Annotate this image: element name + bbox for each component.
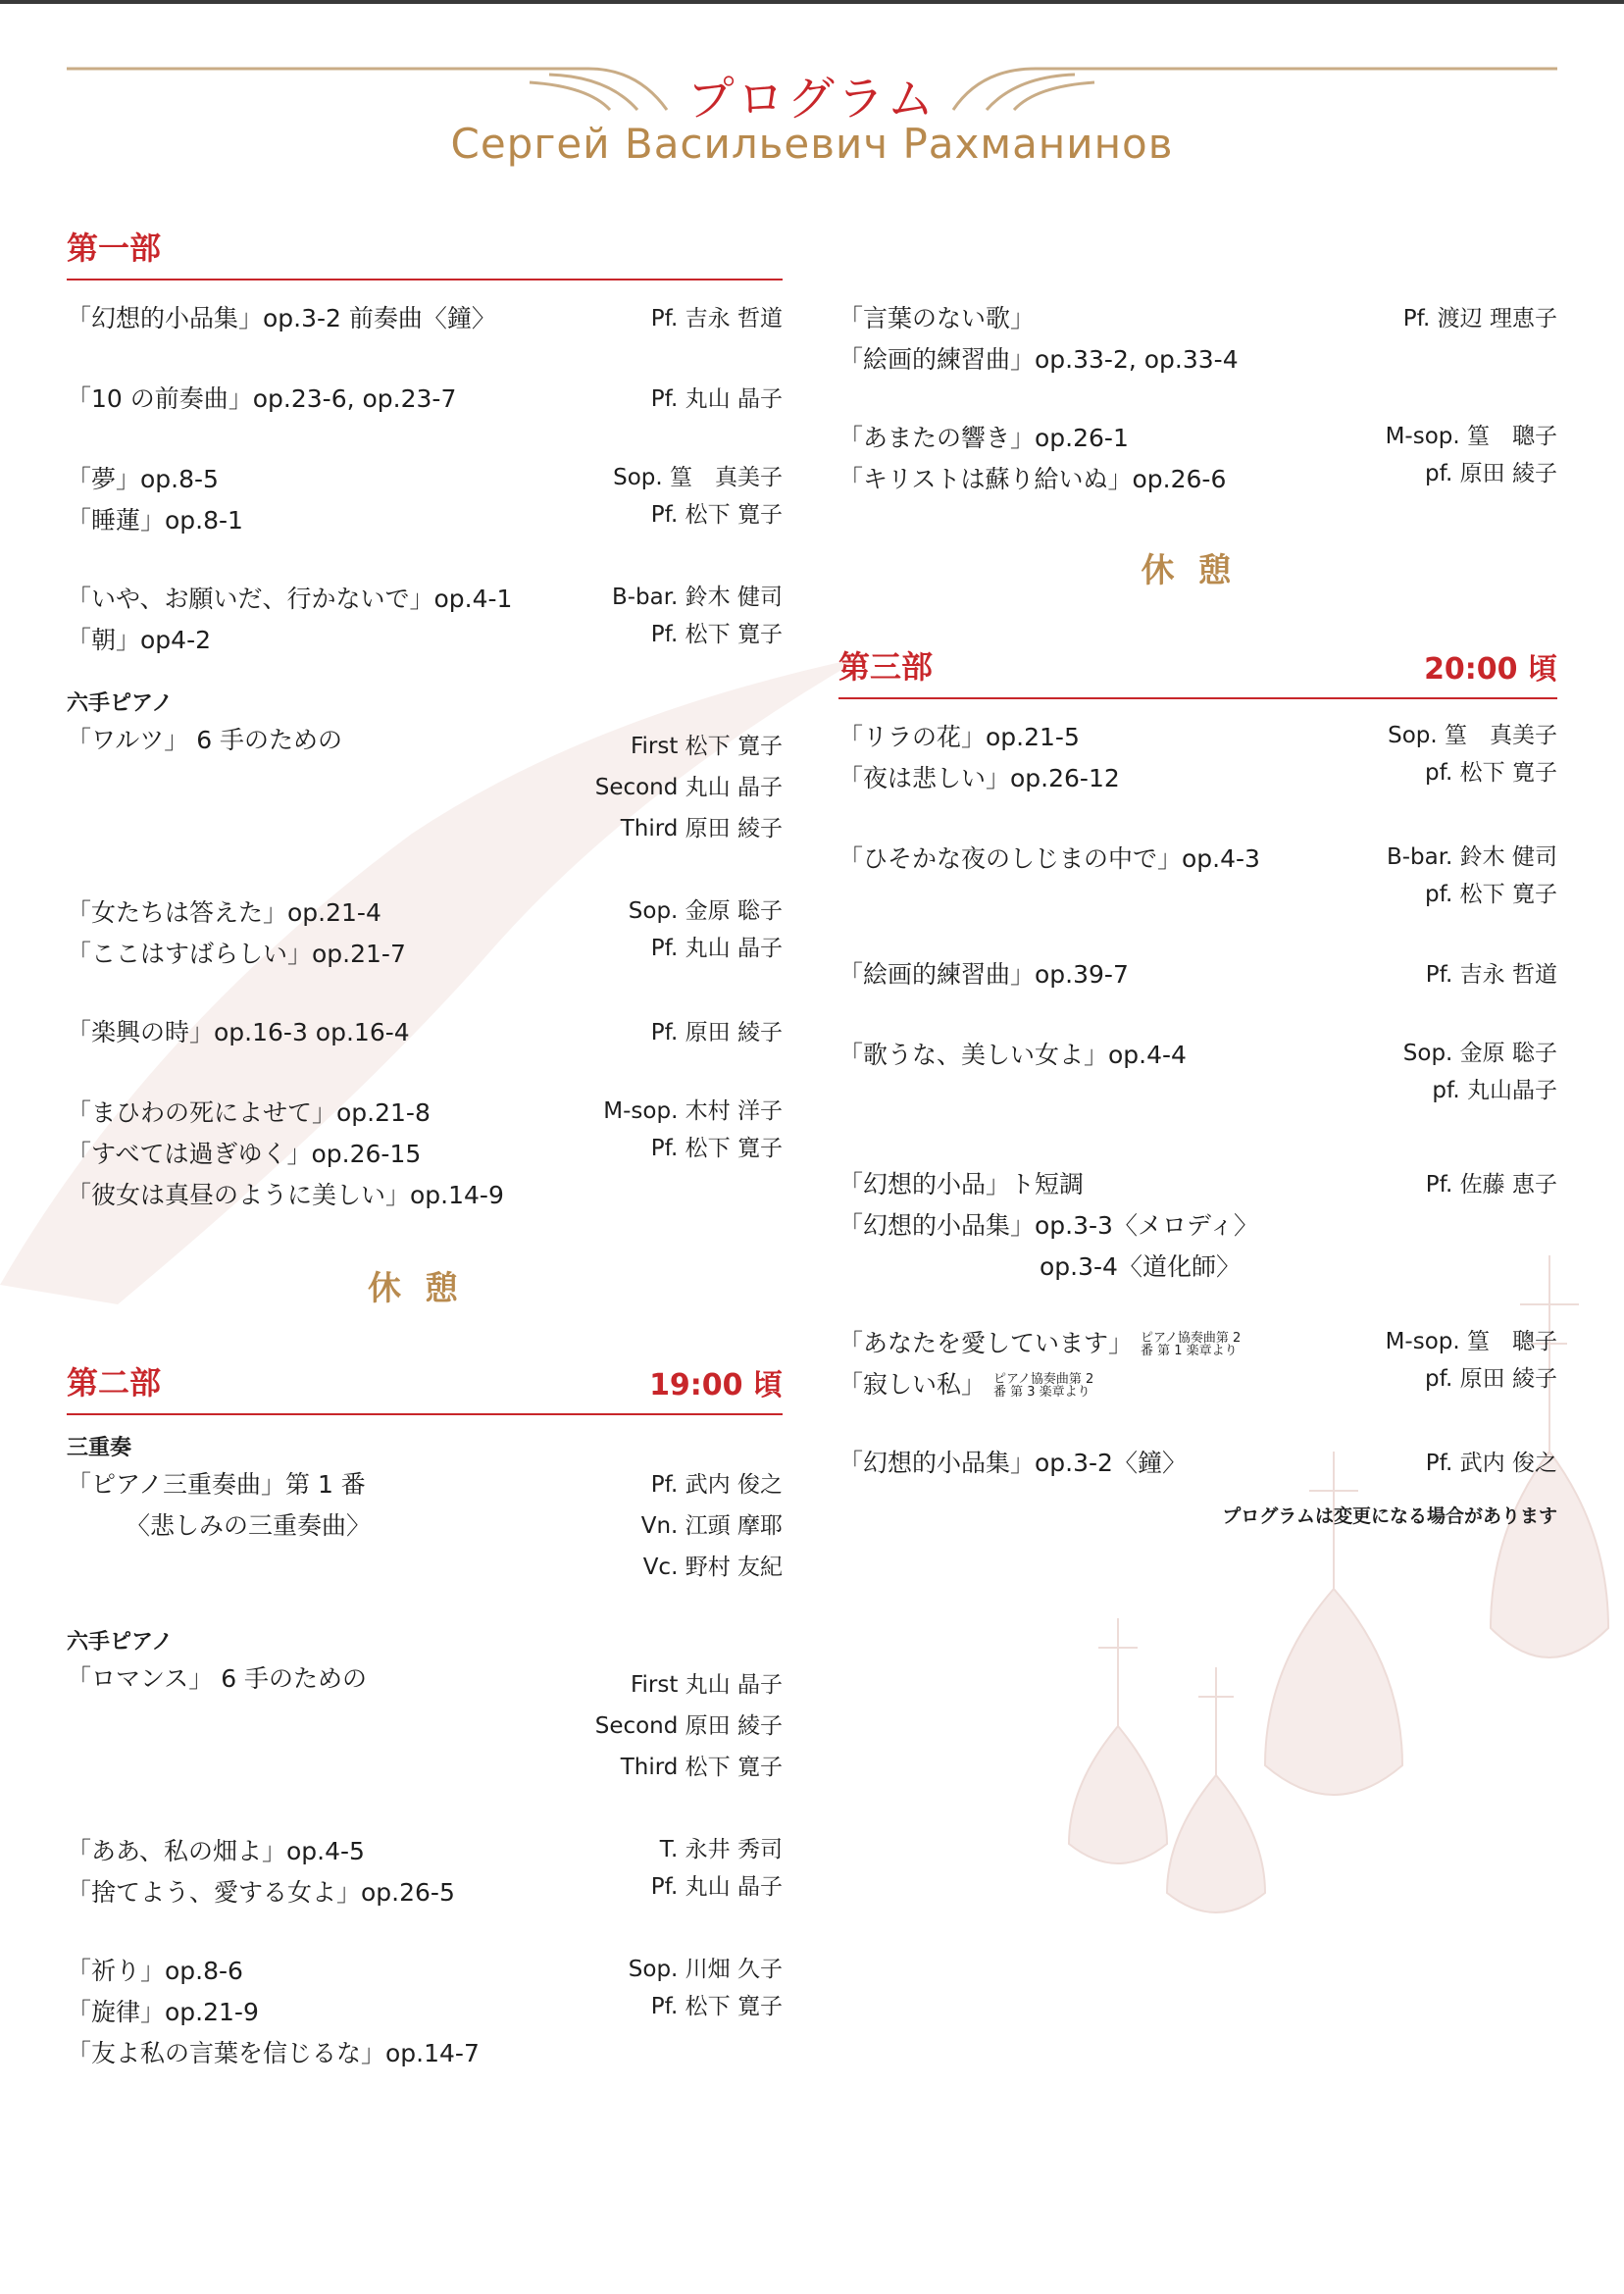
program-entry — [67, 298, 783, 339]
program-title: プログラム — [686, 72, 938, 127]
performer: Pf. 松下 寛子 — [650, 502, 783, 528]
performer: Third 松下 寛子 — [620, 1755, 783, 1780]
intermission-label: 休憩 — [368, 1269, 482, 1308]
performer: Sop. 金原 聡子 — [1402, 1041, 1557, 1066]
work-title: 「絵画的練習曲」op.39-7 — [838, 960, 1129, 989]
program-entry — [67, 1012, 783, 1053]
performer: Pf. 武内 俊之 — [650, 1472, 783, 1498]
performer: Sop. 篁 真美子 — [1388, 723, 1557, 748]
performer: Pf. 松下 寛子 — [650, 622, 783, 647]
work-title: 「ああ、私の畑よ」op.4-5 — [67, 1837, 365, 1865]
work-title: 「歌うな、美しい女よ」op.4-4 — [838, 1041, 1187, 1069]
program-entry — [838, 954, 1557, 995]
work-title: 「言葉のない歌」 — [838, 304, 1036, 332]
performer: Pf. 丸山 晶子 — [650, 1874, 783, 1900]
work-title: op.3-4〈道化師〉 — [1040, 1252, 1241, 1281]
performer: Sop. 川畑 久子 — [628, 1957, 783, 1982]
work-title: 「朝」op4-2 — [67, 626, 211, 654]
work-title-text: 「あなたを愛しています」 — [838, 1329, 1134, 1357]
work-title — [838, 1364, 1386, 1405]
part3-header — [838, 637, 1557, 699]
program-change-notice: プログラムは変更になる場合があります — [1222, 1505, 1557, 1527]
program-entry — [67, 459, 783, 541]
work-title: 「ピアノ三重奏曲」第 1 番 — [67, 1470, 366, 1499]
work-title: 「幻想的小品」ト短調 — [838, 1170, 1085, 1198]
work-title: 「女たちは答えた」op.21-4 — [67, 898, 381, 927]
program-entry — [67, 579, 783, 661]
performer: B-bar. 鈴木 健司 — [611, 585, 783, 610]
program-entry — [67, 1464, 783, 1588]
work-title: 「絵画的練習曲」op.33-2, op.33-4 — [838, 345, 1239, 374]
performer: Third 原田 綾子 — [620, 816, 783, 841]
performer: Pf. 松下 寛子 — [650, 1994, 783, 2019]
performer: Pf. 原田 綾子 — [650, 1020, 783, 1045]
work-title: 「彼女は真昼のように美しい」op.14-9 — [67, 1181, 504, 1209]
performer: Pf. 松下 寛子 — [650, 1136, 783, 1161]
work-title: 「旋律」op.21-9 — [67, 1998, 259, 2026]
performer: Pf. 吉永 哲道 — [1425, 962, 1557, 988]
program-header — [0, 57, 1624, 184]
work-title: 「ここはすばらしい」op.21-7 — [67, 940, 406, 968]
program-entry — [838, 717, 1557, 799]
performer: Pf. 丸山 晶子 — [650, 386, 783, 412]
part2-header — [67, 1352, 783, 1415]
work-title: 「10 の前奏曲」op.23-6, op.23-7 — [67, 384, 457, 413]
program-entry — [838, 839, 1557, 913]
work-title: 「友よ私の言葉を信じるな」op.14-7 — [67, 2039, 480, 2067]
work-title: 「キリストは蘇り給いぬ」op.26-6 — [838, 465, 1227, 493]
work-title: 「夢」op.8-5 — [67, 465, 219, 493]
program-entry — [838, 1443, 1557, 1484]
part1-header — [67, 218, 783, 280]
work-title: 「夜は悲しい」op.26-12 — [838, 764, 1120, 792]
part3-title: 第三部 — [838, 648, 934, 686]
performer: pf. 丸山晶子 — [1432, 1078, 1557, 1103]
work-title: 「楽興の時」op.16-3 op.16-4 — [67, 1018, 410, 1046]
work-title: 「まひわの死によせて」op.21-8 — [67, 1098, 431, 1127]
work-title — [838, 1323, 1386, 1364]
program-entry — [67, 1658, 783, 1788]
performer: First 松下 寛子 — [630, 734, 783, 759]
program-entry — [67, 720, 783, 849]
performer: M-sop. 篁 聰子 — [1385, 424, 1557, 449]
performer: T. 永井 秀司 — [659, 1837, 783, 1862]
performer: Pf. 渡辺 理恵子 — [1402, 306, 1557, 331]
category-label: 三重奏 — [67, 1436, 132, 1460]
program-entry — [838, 1323, 1557, 1405]
part2-time: 19:00 頃 — [649, 1368, 783, 1402]
program-entry — [838, 1164, 1557, 1288]
performer: Second 丸山 晶子 — [594, 775, 783, 800]
performer: B-bar. 鈴木 健司 — [1386, 844, 1557, 870]
category-label: 六手ピアノ — [67, 1630, 174, 1655]
performer: Vn. 江頭 摩耶 — [640, 1513, 783, 1539]
work-title: 「幻想的小品集」op.3-2 前奏曲〈鐘〉 — [67, 304, 496, 332]
work-note: ピアノ協奏曲第 2 番 第 1 楽章より — [1140, 1331, 1242, 1358]
work-title-text: 「寂しい私」 — [838, 1370, 987, 1399]
work-title: 「ひそかな夜のしじまの中で」op.4-3 — [838, 844, 1260, 873]
performer: Vc. 野村 友紀 — [642, 1555, 783, 1580]
performer: First 丸山 晶子 — [630, 1672, 783, 1698]
work-title: 「祈り」op.8-6 — [67, 1957, 243, 1985]
performer: pf. 松下 寛子 — [1425, 882, 1557, 907]
work-title: 「幻想的小品集」op.3-2〈鐘〉 — [838, 1449, 1187, 1477]
performer: Sop. 篁 真美子 — [613, 465, 783, 490]
program-entry — [67, 379, 783, 420]
intermission-label: 休憩 — [1141, 551, 1255, 590]
part3-time: 20:00 頃 — [1424, 652, 1557, 687]
part1-title: 第一部 — [67, 229, 162, 267]
performer: M-sop. 篁 聰子 — [1385, 1329, 1557, 1354]
program-entry — [838, 1035, 1557, 1109]
performer: pf. 原田 綾子 — [1425, 1366, 1557, 1392]
right-column — [838, 298, 1557, 1528]
program-entry — [67, 1831, 783, 1913]
work-title: 「ワルツ」 6 手のための — [67, 726, 343, 754]
work-note: ピアノ協奏曲第 2 番 第 3 楽章より — [992, 1372, 1094, 1400]
performer: Pf. 丸山 晶子 — [650, 936, 783, 961]
program-entry — [67, 1093, 783, 1216]
performer: Pf. 武内 俊之 — [1425, 1451, 1557, 1476]
performer: Sop. 金原 聡子 — [628, 898, 783, 924]
composer-name: Сергей Васильевич Рахманинов — [450, 120, 1174, 168]
work-title: 「ロマンス」 6 手のための — [67, 1664, 368, 1693]
performer: Pf. 吉永 哲道 — [650, 306, 783, 331]
work-title: 「いや、お願いだ、行かないで」op.4-1 — [67, 585, 513, 613]
program-entry — [67, 892, 783, 975]
work-title: 〈悲しみの三重奏曲〉 — [126, 1511, 372, 1540]
performer: pf. 松下 寛子 — [1425, 760, 1557, 786]
performer: Pf. 佐藤 恵子 — [1425, 1172, 1557, 1198]
program-entry — [67, 1951, 783, 2074]
performer: pf. 原田 綾子 — [1425, 461, 1557, 486]
program-entry — [838, 298, 1557, 381]
left-column — [67, 218, 783, 2074]
work-title: 「捨てよう、愛する女よ」op.26-5 — [67, 1878, 455, 1907]
work-title: 「幻想的小品集」op.3-3〈メロディ〉 — [838, 1211, 1258, 1240]
performer: Second 原田 綾子 — [594, 1713, 783, 1739]
category-label: 六手ピアノ — [67, 691, 174, 716]
program-entry — [838, 418, 1557, 500]
performer: M-sop. 木村 洋子 — [603, 1098, 783, 1124]
part2-title: 第二部 — [67, 1364, 162, 1402]
work-title: 「すべては過ぎゆく」op.26-15 — [67, 1140, 422, 1168]
work-title: 「睡蓮」op.8-1 — [67, 506, 243, 535]
work-title: 「リラの花」op.21-5 — [838, 723, 1080, 751]
work-title: 「あまたの響き」op.26-1 — [838, 424, 1129, 452]
